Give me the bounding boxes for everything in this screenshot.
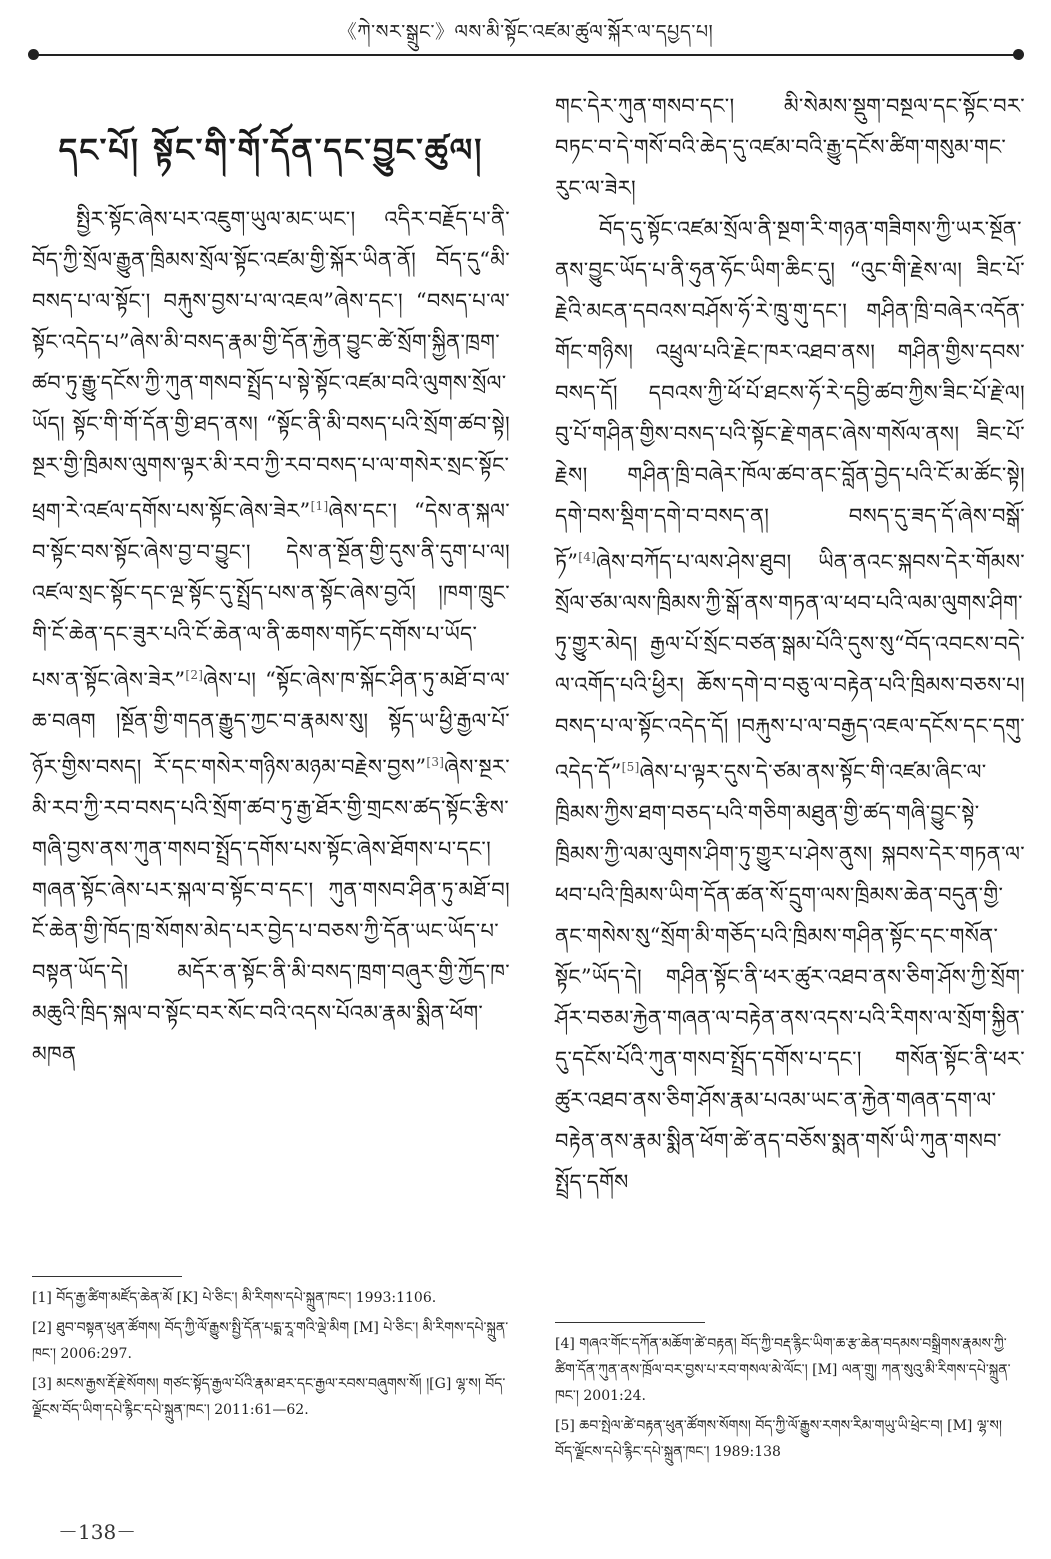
right-text-1: བོད་དུ་སྟོང་འཛམ་སྲོལ་ནི་སྔག་རི་གཉན་གཟིགས་ཀྱི་ཡར་སྔོན་ནས་བྱུང་ཡོད་པ་ནི་ཧུན་ཧོང་ཡིག་ཆིང་དུ། “འུང་གི་རྗེས་ལ། ཟིང་པོ་རྗེའི་མངན་དབའས་བཤོས་ཧོ་རེ་ཁྲུ་གུ་དང་། གཤིན་ཁྲི་བཞེར་འདོན་གོང་གཉིས། འཕྲུལ་པའི་རྗེང་ཁར་འཐབ་ནས། གཤིན་གྱིས་དབས་བསད་དོ། དབའས་ཀྱི་ཕོ་པོ་ཐངས་ཧོ་རེ་དབྱི་ཚབ་ཀྱིས་ཟིང་པོ་རྗེ་ལ། བུ་པོ་གཤིན་གྱིས་བསད་པའི་སྟོང་རྗེ་གནང་ཞེས་གསོལ་ནས། ཟིང་པོ་རྗེས། གཤིན་ཁྲི་བཞེར་ཁོལ་ཚབ་ནང་བློན་བྱེད་པའི་ངོ་མ་ཚོང་སྟེ། དགེ་བས་སྡིག་དགེ་བ་བསད་ན། བསད་དུ་ཟད་དོ་ཞེས་བསྒོ་ཏོ” xyxy=(555,217,1025,574)
right-paragraph-2 xyxy=(555,209,1025,1203)
section-heading: དང་པོ། སྟོང་གི་གོ་དོན་དང་བྱུང་ཚུལ། xyxy=(58,131,484,169)
footnote-ref-1: [1] xyxy=(310,498,329,513)
footnote-ref-4: [4] xyxy=(578,550,597,564)
footnote-rule xyxy=(555,1322,705,1323)
footnote-1: [1] བོད་རྒྱ་ཚིག་མཛོད་ཆེན་མོ [K] པེ་ཅིང་། མི་རིགས་དཔེ་སྐྲུན་ཁང་། 1993:1106. xyxy=(32,1290,437,1306)
footnote-5: [5] ཆབ་སྤེལ་ཚེ་བརྟན་ཕུན་ཚོགས་སོགས། བོད་ཀྱི་ལོ་རྒྱུས་རགས་རིམ་གཡུ་ཡི་ཕྲེང་བ། [M] ལྷ་ས། བོད་ལྗོངས་དཔེ་རྙིང་དཔེ་སྐྲུན་ཁང་། 1989:138 xyxy=(555,1418,1002,1460)
head-rule xyxy=(34,54,1018,56)
left-text-1: སྤྱིར་སྟོང་ཞེས་པར་འཇུག་ཡུལ་མང་ཡང་། འདིར་བརྗོད་པ་ནི་བོད་ཀྱི་སྲོལ་རྒྱུན་ཁྲིམས་སྲོལ་སྟོང་འཛམ་གྱི་སྐོར་ཡིན་ནོ། བོད་དུ“མི་བསད་པ་ལ་སྟོང་། བརྐུས་བྱས་པ་ལ་འཇལ”ཞེས་དང་། “བསད་པ་ལ་སྟོང་འདེད་པ”ཞེས་མི་བསད་རྣམ་གྱི་དོན་རྐྱེན་བྱུང་ཚེ་སྲོག་སྐྱིན་ཁྲག་ཚབ་ཏུ་རྒྱུ་དངོས་ཀྱི་ཀུན་གསབ་སྤྲོད་པ་སྟེ་སྟོང་འཛམ་བའི་ལུགས་སྲོལ་ཡོད། སྟོང་གི་གོ་དོན་གྱི་ཐད་ནས། “སྟོང་ནི་མི་བསད་པའི་སྲོག་ཚབ་སྟེ། སྔར་གྱི་ཁྲིམས་ལུགས་ལྟར་མི་རབ་ཀྱི་རབ་བསད་པ་ལ་གསེར་སྲང་སྟོང་ཕྲག་རེ་འཛལ་དགོས་པས་སྟོང་ཞེས་ཟེར” xyxy=(32,206,510,523)
head-rule-dot-left xyxy=(28,49,39,60)
left-column xyxy=(32,128,510,1075)
right-text-2: ཞེས་བཀོད་པ་ལས་ཤེས་ཐུབ། ཡིན་ནའང་སྐབས་དེར་གོམས་སྲོལ་ཙམ་ལས་ཁྲིམས་ཀྱི་སྒོ་ནས་གཏན་ལ་ཕབ་པའི་ལམ་ལུགས་ཤིག་ཏུ་གྱུར་མེད། རྒྱལ་པོ་སྲོང་བཙན་སྒམ་པོའི་དུས་སུ“བོད་འབངས་བདེ་ལ་འགོད་པའི་ཕྱིར། ཆོས་དགེ་བ་བཅུ་ལ་བརྟེན་པའི་ཁྲིམས་བཅས་པ། བསད་པ་ལ་སྟོང་འདེད་དོ། །བརྐུས་པ་ལ་བརྒྱད་འཇལ་དངོས་དང་དགུ་འདེད་དོ” xyxy=(555,550,1025,784)
left-footnotes xyxy=(32,1276,510,1427)
right-column xyxy=(555,86,1025,1203)
right-paragraph-1 xyxy=(555,86,1025,209)
footnote-ref-3: [3] xyxy=(426,754,445,769)
left-text-3: ཞེས་པ། “སྟོང་ཞེས་ཁ་སྐོང་ཤིན་ཏུ་མཐོ་བ་ལ་ཆ་བཞག །སྔོན་གྱི་གདན་རྒྱུད་ཀྱང་བ་རྣམས་སུ། སྟོད་ཡ་ཕྱི་རྒྱལ་པོ་ཉོར་གྱིས་བསད། རོ་དང་གསེར་གཉིས་མཉམ་བརྗེས་བྱས” xyxy=(32,667,510,779)
running-head: 《ཀེ་སར་སྒྲུང་》ལས་མི་སྟོང་འཛམ་ཚུལ་སྐོར་ལ་དཔྱད་པ། xyxy=(337,21,714,43)
right-footnotes xyxy=(555,1322,1025,1469)
right-text-3: ཞེས་པ་ལྟར་དུས་དེ་ཙམ་ནས་སྟོང་གི་འཛམ་ཞིང་ལ་ཁྲིམས་ཀྱིས་ཐག་བཅད་པའི་གཅིག་མཐུན་གྱི་ཚད་གཞི་བྱུང་སྟེ་ཁྲིམས་ཀྱི་ལམ་ལུགས་ཤིག་ཏུ་གྱུར་པ་ཤེས་ནུས། སྐབས་དེར་གཏན་ལ་ཕབ་པའི་ཁྲིམས་ཡིག་དོན་ཚན་སོ་དྲུག་ལས་ཁྲིམས་ཆེན་བདུན་གྱི་ནང་གསེས་སུ“སྲོག་མི་གཅོད་པའི་ཁྲིམས་གཤིན་སྟོང་དང་གསོན་སྟོང”ཡོད་དེ། གཤིན་སྟོང་ནི་ཕར་ཚུར་འཐབ་ནས་ཅིག་ཤོས་ཀྱི་སྲོག་ཤོར་བཅམ་རྐྱེན་གཞན་ལ་བརྟེན་ནས་འདས་པའི་རིགས་ལ་སྲོག་སྐྱིན་དུ་དངོས་པོའི་ཀུན་གསབ་སྤྲོད་དགོས་པ་དང་། གསོན་སྟོང་ནི་ཕར་ཚུར་འཐབ་ནས་ཅིག་ཤོས་རྣམ་པའམ་ཡང་ན་རྐྱེན་གཞན་དག་ལ་བརྟེན་ནས་རྣམ་སྨིན་ཕོག་ཚེ་ནད་བཅོས་སྨན་གསོ་ཡི་ཀུན་གསབ་སྤྲོད་དགོས xyxy=(555,760,1025,1194)
head-rule-dot-right xyxy=(1013,49,1024,60)
left-text-2: ཞེས་དང་། “དེས་ན་སྐལ་བ་སྟོང་བས་སྟོང་ཞེས་བྱ་བ་བྱུང་། དེས་ན་སྔོན་གྱི་དུས་ནི་དུག་པ་ལ། འཛལ་སྲང་སྟོང་དང་ལྔ་སྟོང་དུ་སྤྲོད་པས་ན་སྟོང་ཞེས་བྱའོ། །ཁག་ཁྲུང་གི་ངོ་ཆེན་དང་ཟུར་པའི་ངོ་ཆེན་ལ་ནི་ཆགས་གཏོང་དགོས་པ་ཡོད་པས་ན་སྟོང་ཞེས་ཟེར” xyxy=(32,498,510,692)
footnote-ref-2: [2] xyxy=(185,667,204,682)
footnote-2: [2] ཐུབ་བསྟན་ཕུན་ཚོགས། བོད་ཀྱི་ལོ་རྒྱུས་སྤྱི་དོན་པདྨ་རཱ་གའི་ལྡེ་མིག [M] པེ་ཅིང་། མི་རིགས་དཔེ་སྐྲུན་ཁང་། 2006:297. xyxy=(32,1320,509,1362)
footnote-3: [3] མངས་རྒྱས་རྡོ་རྗེ་སོགས། གཙང་སྟོད་རྒྱལ་པོའི་རྣམ་ཐར་དང་རྒྱལ་རབས་བཞུགས་སོ། །[G] ལྷ་ས། བོད་ལྗོངས་བོད་ཡིག་དཔེ་རྙིང་དཔེ་སྐྲུན་ཁང་། 2011:61—62. xyxy=(32,1376,506,1418)
footnote-rule xyxy=(32,1276,182,1277)
footnote-ref-5: [5] xyxy=(621,760,640,774)
left-paragraph xyxy=(32,199,510,1075)
left-text-4: ཞེས་སྔར་མི་རབ་ཀྱི་རབ་བསད་པའི་སྲོག་ཚབ་ཏུ་རྒྱ་ཐོར་གྱི་གྲངས་ཚད་སྟོང་རྩིས་གཞི་བྱས་ནས་ཀུན་གསབ་སྤྲོད་དགོས་པས་སྟོང་ཞེས་ཐོགས་པ་དང་། གཞན་སྟོང་ཞེས་པར་སྐལ་བ་སྟོང་བ་དང་། ཀུན་གསབ་ཤིན་ཏུ་མཐོ་བ། ངོ་ཆེན་གྱི་ཁོད་ཁྲ་སོགས་མེད་པར་བྱེད་པ་བཅས་ཀྱི་དོན་ཡང་ཡོད་པ་བསྟན་ཡོད་དེ། མདོར་ན་སྟོང་ནི་མི་བསད་ཁྲག་བཞུར་གྱི་ཀྱོད་ཁ་མཆུའི་ཁྲིད་སྐལ་བ་སྟོང་བར་སོང་བའི་འདས་པོའམ་རྣམ་སྨིན་ཕོག་མཁན xyxy=(32,754,510,1066)
page-number: －138－ xyxy=(58,1520,137,1544)
footnote-4: [4] གཞའ་གོང་དཀོན་མཆོག་ཚེ་བརྟན། བོད་ཀྱི་བརྡ་རྙིང་ཡིག་ཆ་རྩ་ཆེན་བདམས་བསྒྲིགས་རྣམས་ཀྱི་ཚིག་དོན་ཀུན་ནས་ཁྲོལ་བར་བྱས་པ་རབ་གསལ་མེ་ལོང་། [M] ལན་གྲུ། ཀན་སུའུ་མི་རིགས་དཔེ་སྐྲུན་ཁང་། 2001:24. xyxy=(555,1336,1011,1404)
right-text-0: གང་དེར་ཀུན་གསབ་དང་། མི་སེམས་སྡུག་བསྔལ་དང་སྟོང་བར་བཏང་བ་དེ་གསོ་བའི་ཆེད་དུ་འཛམ་བའི་རྒྱུ་དངོས་ཚིག་གསུམ་གང་རུང་ལ་ཟེར། xyxy=(555,94,1025,200)
